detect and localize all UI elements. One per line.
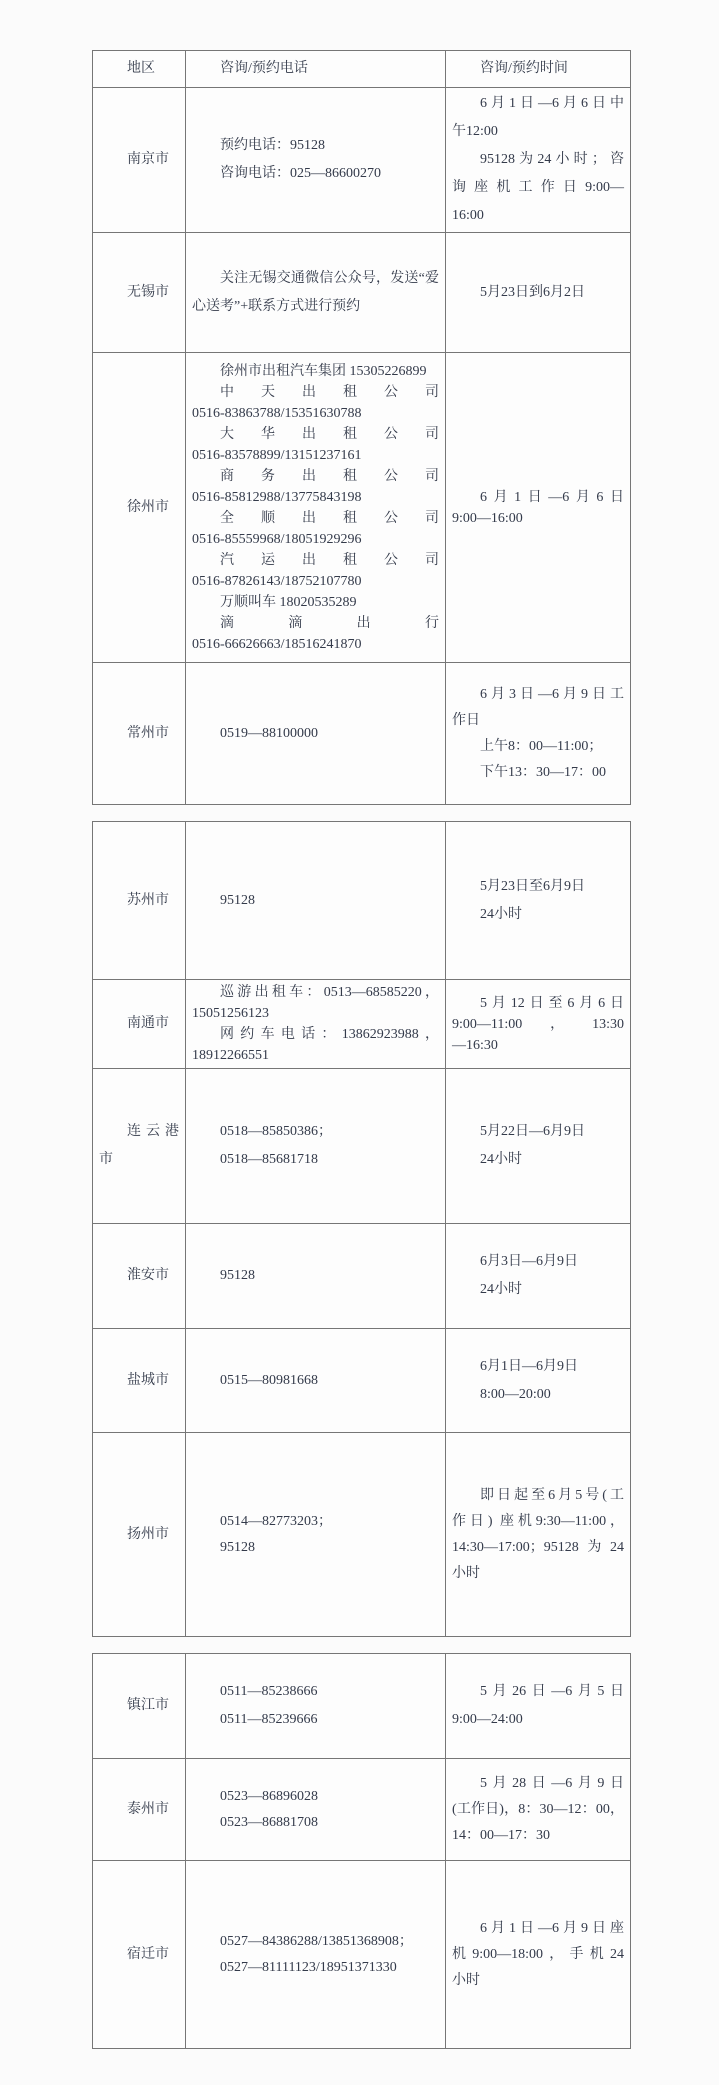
column-header-label: 咨询/预约电话 [220,61,308,76]
table-row [93,1329,631,1433]
time-cell [446,663,631,805]
region-line: 常州市 [127,725,169,741]
phone-line: 0527—81111123/18951371330 [220,1959,397,1975]
region-cell [93,233,186,353]
time-line: 6月1日—6月6日中 [480,96,624,111]
phone-line: 预约电话：95128 [220,138,325,153]
phone-line: 0515—80981668 [220,1372,318,1388]
time-cell [446,1861,631,2049]
table-row [93,1861,631,2049]
time-cell [446,88,631,233]
time-line: 5月22日—6月9日 [480,1124,585,1139]
region-cell [93,88,186,233]
table-row [93,1433,631,1637]
time-line: 小时 [452,1565,480,1581]
time-line: 上午8：00—11:00； [480,738,603,754]
phone-line: 徐州市出租汽车集团 15305226899 [220,363,427,379]
region-cell [93,1861,186,2049]
region-cell [93,1224,186,1329]
time-line: 9:00—16:00 [452,510,523,526]
phone-line: 15051256123 [192,1006,269,1021]
table-row [93,822,631,980]
contact-table-block-3 [92,1653,631,2049]
phone-line: 0527—84386288/13851368908； [220,1933,413,1949]
time-line: 9:00—24:00 [452,1712,523,1727]
contact-table-block-1 [92,50,631,805]
time-line: 下午13：30—17：00 [480,764,606,780]
column-header-label: 地区 [127,61,155,76]
phone-line: 网约车电话：13862923988， [220,1027,439,1042]
phone-cell [186,88,446,233]
phone-line: 0516-66626663/18516241870 [192,636,362,652]
column-header-label: 咨询/预约时间 [480,61,568,76]
time-line: 14：00—17：30 [452,1827,550,1843]
region-line: 淮安市 [127,1268,169,1283]
phone-cell [186,1654,446,1759]
table-row [93,1654,631,1759]
phone-line: 关注无锡交通微信公众号，发送“爱 [220,270,439,286]
phone-cell [186,980,446,1069]
region-line: 连云港 [127,1124,179,1139]
time-line: —16:30 [452,1037,498,1053]
contact-schedule-tables [92,50,719,2049]
region-cell [93,1069,186,1224]
time-line: 9:00—11:00，13:30 [452,1016,624,1032]
time-line: 作日 [452,712,480,728]
column-header-region [93,51,186,88]
phone-line: 心送考”+联系方式进行预约 [192,298,361,314]
time-line: 即日起至6月5号(工 [480,1487,624,1503]
phone-cell [186,1433,446,1637]
time-line: 作日) 座机9:30—11:00， [452,1513,624,1529]
phone-cell [186,1329,446,1433]
time-line: 8:00—20:00 [480,1386,551,1402]
time-line: 6月3日—6月9日 [480,1254,578,1269]
time-line: 6月1日—6月9日 [480,1358,578,1374]
phone-cell [186,1759,446,1861]
time-line: 5月28日—6月9日 [480,1775,624,1791]
phone-cell [186,663,446,805]
region-cell [93,1433,186,1637]
phone-line: 咨询电话：025—86600270 [220,166,381,181]
header-row [93,51,631,88]
time-line: 6月3日—6月9日工 [480,686,624,702]
time-cell [446,1654,631,1759]
phone-line: 滴滴出行 [220,615,439,631]
phone-line: 18912266551 [192,1048,269,1063]
time-line: 5月23日至6月9日 [480,878,585,894]
phone-line: 95128 [220,1268,255,1283]
time-line: 机9:00—18:00，手机24 [452,1946,624,1962]
time-line: 6月1日—6月9日座 [480,1920,624,1936]
region-line: 盐城市 [127,1372,169,1388]
contact-table-block-2 [92,821,631,1637]
time-cell [446,353,631,663]
time-cell [446,1759,631,1861]
phone-line: 巡游出租车：0513—68585220， [220,985,439,1000]
time-line: 24小时 [480,1282,522,1297]
region-line: 扬州市 [127,1526,169,1542]
region-line: 南京市 [127,152,169,167]
time-cell [446,980,631,1069]
column-header-phone [186,51,446,88]
region-cell [93,663,186,805]
phone-line: 0514—82773203； [220,1513,332,1529]
phone-line: 0516-87826143/18752107780 [192,573,362,589]
time-line: 5月26日—6月5日 [480,1684,624,1699]
region-line: 镇江市 [127,1698,169,1713]
time-cell [446,822,631,980]
time-line: 95128为24小时；咨 [480,152,624,167]
phone-line: 0516-85559968/18051929296 [192,531,362,547]
region-line: 无锡市 [127,284,169,300]
table-row [93,88,631,233]
region-line: 苏州市 [127,892,169,908]
region-cell [93,1759,186,1861]
phone-cell [186,1224,446,1329]
phone-line: 大华出租公司 [220,426,439,442]
phone-line: 中天出租公司 [220,384,439,400]
time-cell [446,1433,631,1637]
phone-line: 万顺叫车 18020535289 [220,594,357,610]
phone-line: 商务出租公司 [220,468,439,484]
time-line: 询座机工作日9:00— [452,180,624,195]
region-line: 泰州市 [127,1801,169,1817]
phone-line: 0519—88100000 [220,725,318,741]
time-cell [446,1329,631,1433]
time-line: 午12:00 [452,124,498,139]
time-line: 6月1日—6月6日 [480,489,624,505]
table-row [93,233,631,353]
table-row [93,663,631,805]
phone-line: 0518—85850386； [220,1124,332,1139]
phone-cell [186,233,446,353]
phone-line: 0511—85238666 [220,1684,318,1699]
phone-line: 0516-83863788/15351630788 [192,405,362,421]
phone-line: 0511—85239666 [220,1712,318,1727]
time-line: 5月23日到6月2日 [480,284,585,300]
region-line: 南通市 [127,1016,169,1031]
region-cell [93,1329,186,1433]
time-line: 24小时 [480,906,522,922]
table-row [93,1069,631,1224]
phone-cell [186,822,446,980]
time-line: 14:30—17:00；95128为24 [452,1539,624,1555]
phone-line: 全顺出租公司 [220,510,439,526]
region-line: 市 [99,1152,113,1167]
time-line: 24小时 [480,1152,522,1167]
table-row [93,353,631,663]
time-cell [446,1224,631,1329]
phone-cell [186,1861,446,2049]
phone-line: 95128 [220,1539,255,1555]
time-cell [446,1069,631,1224]
time-line: (工作日)，8：30—12：00， [452,1801,624,1817]
time-line: 小时 [452,1972,480,1988]
table-row [93,1224,631,1329]
phone-line: 0516-83578899/13151237161 [192,447,362,463]
region-cell [93,822,186,980]
region-cell [93,980,186,1069]
phone-cell [186,1069,446,1224]
region-line: 徐州市 [127,499,169,515]
table-row [93,980,631,1069]
region-cell [93,1654,186,1759]
time-cell [446,233,631,353]
table-row [93,1759,631,1861]
phone-line: 0518—85681718 [220,1152,318,1167]
phone-line: 95128 [220,892,255,908]
region-line: 宿迁市 [127,1946,169,1962]
phone-line: 0523—86896028 [220,1788,318,1804]
phone-cell [186,353,446,663]
time-line: 16:00 [452,208,484,223]
time-line: 5月12日至6月6日 [480,995,624,1011]
phone-line: 0523—86881708 [220,1814,318,1830]
column-header-time [446,51,631,88]
phone-line: 汽运出租公司 [220,552,439,568]
region-cell [93,353,186,663]
phone-line: 0516-85812988/13775843198 [192,489,362,505]
